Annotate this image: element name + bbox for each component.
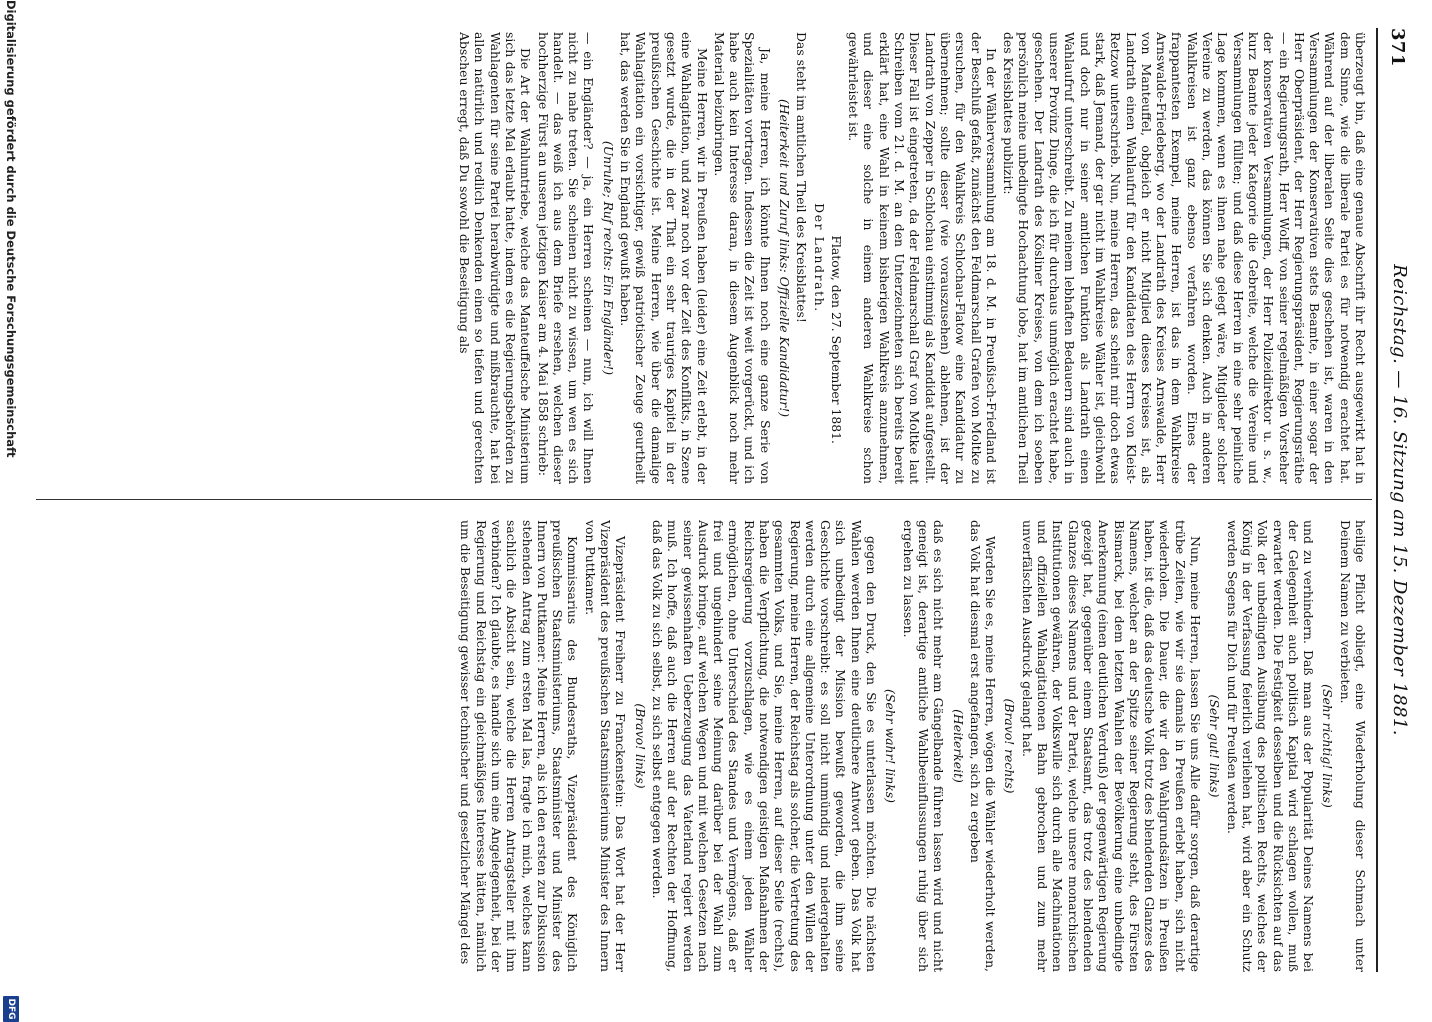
paragraph: Die Art der Wahlumtriebe, welche das Manteuffelsche Ministerium sich das letzte Mal erlaubt hatte, indem es die Regierungsbehörden zu Wahlagenten für seine Partei herabwürdigte und mißbrauchte, hat bei allen natürlich und redlich Denkenden einen so tiefen und gerechten Abscheu erregt, daß Du sowohl die Beseitigung als xyxy=(457,32,534,484)
paragraph: und zu verhindern. Daß man aus der Popularität Deines Namens bei der Gelegenheit auch politisch Kapital wird schlagen wollen, muß erwartet werden. Die Festigkeit desselben und die Rücksichten auf das Volk der unbedingten Ausübung des politischen Rechts, welches der König in der Verfassung feierlich verliehen hat, wird aber ein Schutz werden Segens für Dich und für Preußen werden. xyxy=(1224,520,1317,972)
interjection: (Sehr richtig! links) xyxy=(1320,684,1336,808)
paragraph: gegen den Druck, den Sie es unterlassen möchten. Die nächsten Wahlen werden Ihnen eine deutlichere Antwort geben. Das Volk hat sich unbedingt der Mission bewußt geworden, die ihm seine Geschichte vorschreibt: es soll nicht unmündig und niedergehalten werden durch eine allgemeine Unterordnung unter den Willen der Regierung, meine Herren, der Reichstag als solcher, die Vertretung des gesammten Volks, und Sie, meine Herren, auf dieser Seite (rechts), haben die Verpflichtung, die notwendigen geistigen Maßnahmen der Reichsregierung vorzuschlagen, wie es einem jeden Wähler ermöglichen, ohne Unterschied des Standes und Vermögens, daß er frei und ungehindert seine Meinung darüber bei der Wahl zum Ausdruck bringe, auf welchen Wegen und mit welchen Gesetzen nach seiner gewissenhaften Ueberzeugung das Vaterland regiert werden muß. Ich hoffe, daß auch die Herren auf der Rechten der Hoffnung, daß das Volk zu sich selbst, zu sich selbst entgegen werden. xyxy=(649,520,880,972)
paragraph: überzeugt bin, daß eine genaue Abschrift ihr Recht ausgewirkt hat in dem Sinne, wie die liberale Partei es für notwendig erachtet hat. Während auf der liberalen Seite dies geschehen ist, waren in den Versammlungen der Konservativen stets Beamte, in einer sogar der Herr Oberpräsident, der Herr Regierungspräsident, Regierungsräthe — ein Regierungsrath, Herr Wolff, von seiner regelmäßigen Vorsteher der konservativen Versammlungen, der Herr Polizeidirektor u. s. w., kurz Beamte jeder Kategorie die Gebreite, welche die Vereine und Versammlungen füllten; und daß diese Herren in eine sehr peinliche Lage kommen, wenn es ihnen nahe gelegt wäre, Mitglieder solcher Vereine zu werden, das können Sie sich denken. Auch in anderen Wahlkreisen ist ganz ebenso verfahren worden. Eines der frappantesten Exempel, meine Herren, ist das in dem Wahlkreise Arnswalde-Friedeberg, wo der Landrath des Kreises Arnswalde, Herr von Manteuffel, obgleich er nicht Mitglied dieses Kreises ist, als Landrath einen Wahlaufruf für den Kandidaten des Herrn von Kleist-Retzow unterschrieb. Nun, meine Herren, das scheint mir doch etwas stark, daß Jemand, der gar nicht im Wahlkreise Wähler ist, gleichwohl und doch nur in seiner amtlichen Funktion als Landrath einen Wahlaufruf unterschreibt. Zu meinem lebhaften Bedauern sind auch in unserer Provinz Dinge, die ich für durchaus unmöglich erachtet habe, geschehen. Der Landrath des Kösliner Kreises, von dem ich soeben persönlich meine unbedingte Hochachtung lobe, hat im amtlichen Theil des Kreisblattes publizirt: xyxy=(1001,32,1368,484)
centered-line: Der Landrath. xyxy=(811,203,827,313)
interjection: (Sehr gut! links) xyxy=(1207,694,1223,798)
paragraph: Kommissarius des Bundesraths, Vizepräsident des Königlich preußischen Staatsministeriums, Staatsminister und Minister des Innern von Puttkamer: Meine Herren, als ich den ersten zur Diskussion stehenden Antrag zum ersten Mal las, fragte ich mich, welches kann sachlich die Absicht sein, welche die Herren Antragsteller mit ihm verbinden? Ich glaubte, es handle sich um eine Angelegenheit, bei der Regierung und Reichstag ein gleichmäßiges Interesse hätten, nämlich um die Beseitigung gewisser technischer und gesetzlicher Mängel des xyxy=(458,520,581,972)
running-head: Reichstag. — 16. Sitzung am 15. Dezember 1881. xyxy=(1389,264,1410,736)
paragraph: heilige Pflicht obliegt, eine Wiederholung dieser Schmach unter Deinem Namen zu verbieten. xyxy=(1337,520,1368,972)
dfg-logo: DFG xyxy=(3,996,19,1022)
page-header xyxy=(1380,28,1412,972)
interjection: (Heiterkeit) xyxy=(950,709,966,783)
left-column xyxy=(36,32,1368,484)
page-number: 371 xyxy=(1387,28,1408,67)
paragraph: Ja, meine Herren, ich könnte Ihnen noch eine ganze Serie von Spezialitäten vortragen. Indessen die Zeit ist weit vorgerückt, und ich habe auch kein Interesse daran, in diesem Augenblick noch mehr Material beizubringen. xyxy=(711,32,773,484)
interjection: (Sehr wahr! links) xyxy=(883,689,899,803)
interjection: (Heiterkeit und Zuruf links: Offizielle Kandidatur!) xyxy=(777,98,793,418)
interjection: (Unruhe; Ruf rechts: Ein Engländer!) xyxy=(600,140,616,376)
interjection: (Bravo! rechts) xyxy=(1002,698,1018,794)
right-column xyxy=(36,520,1368,972)
paragraph: Werden Sie es, meine Herren, wögen die Wähler wiederholt werden, das Volk hat diesmal erst angefangen, sich zu ergeben xyxy=(967,520,999,972)
dateline: Flatow, den 27. September 1881. xyxy=(828,235,844,444)
paragraph: daß es sich nicht mehr am Gängelbande führen lassen wird und nicht geneigt ist, derartige amtliche Wahlbeeinflussungen ruhig über sich ergehen zu lassen. xyxy=(900,520,947,972)
column-divider xyxy=(36,499,1372,500)
paragraph: Meine Herren, wir in Preußen haben (leider) eine Zeit erlebt, in der eine Wahlagitation, und zwar noch vor der Zeit des Konflikts, in Szene gesetzt wurde, die in der That ein sehr trauriges Kapitel in der preußischen Geschichte ist. Meine Herren, wie über die damalige Wahlagitation ein vorsichtiger, gewiß patriotischer Zeuge geurtheilt hat, das werden Sie in England gewußt haben. xyxy=(618,32,710,484)
paragraph: — ein Engländer? — ja, ein Herren scheinen — nun, ich will Ihnen nicht zu nahe treten. Sie scheinen nicht zu wissen, um wen es sich handelt. — das weiß ich aus dem Briefe ersehen, welchen dieser hochherzige Fürst an unseren jetzigen Kaiser am 4. Mai 1858 schrieb: xyxy=(535,32,597,484)
paragraph: Nun, meine Herren, lassen Sie uns Alle dafür sorgen, daß derartige trübe Zeiten, wie wir sie damals in Preußen erlebt haben, sich nicht wiederholen. Die Dauer, die wir den Wahlgrundsätzen in Preußen haben, ist die, daß das deutsche Volk trotz des blendenden Glanzes des Namens, welcher an der Spitze seiner Regierung steht, des Fürsten Bismarck, bei dem letzten Wahlen der Bevölkerung eine unbedingte Anerkennung (einen deutlichen Verdruß) der gegenwärtigen Regierung gezeigt hat, gegenüber einem Staatsamt, das trotz des blendenden Glanzes dieses Namens und der Partei, welche unsere monarchischen Institutionen gewähren, der Volkswille sich durch alle Machinationen und offiziellen Wahlagitationen Bahn gebrochen und zum mehr unverfälschten Ausdruck gelangt hat. xyxy=(1019,520,1204,972)
paragraph: Das steht im amtlichen Theil des Kreisblattes! xyxy=(794,32,810,323)
interjection: (Bravo! links) xyxy=(632,703,648,789)
digitization-credit xyxy=(0,0,20,1020)
header-rule xyxy=(1376,28,1378,972)
paragraph: Vizepräsident Freiherr zu Franckenstein: Das Wort hat der Herr Vizepräsident des preußischen Staatsministeriums Minister des Innern von Puttkamer. xyxy=(582,520,629,972)
paragraph: In der Wählerversammlung am 18. d. M. in Preußisch-Friedland ist der Beschluß gefaßt, zunächst den Feldmarschall Grafen von Moltke zu ersuchen, für den Wahlkreis Schlochau-Flatow eine Kandidatur zu übernehmen; sollte dieser (wie vorauszusehen) ablehnen, ist der Landrath von Zepper in Schlochau einstimmig als Kandidat aufgestellt. Dieser Fall ist eingetreten, da der Feldmarschall Graf von Moltke laut Schreiben vom 21. d. M. an den Unterzeichneten sich bereits bereit erklärt hat, eine Wahl in keinem bisherigen Wahlkreis anzunehmen, und dieser eine solche in einem anderen Wahlkreise schon gewährleistet ist. xyxy=(846,32,999,484)
credit-text: Digitalisierung gefördert durch die Deutsche Forschungsgemeinschaft xyxy=(4,0,18,458)
